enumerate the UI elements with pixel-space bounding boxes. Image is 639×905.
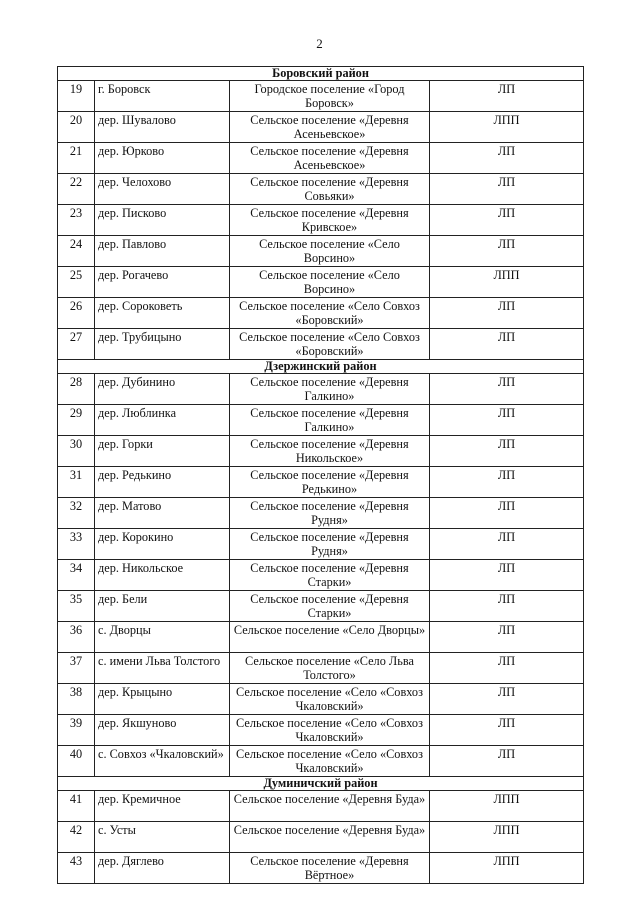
row-number-cell: 35 <box>58 591 95 622</box>
municipality-cell: Городское поселение «Город Боровск» <box>230 81 430 112</box>
table-row <box>58 267 584 298</box>
row-number-cell: 25 <box>58 267 95 298</box>
type-code-cell: ЛП <box>430 653 584 684</box>
table-row <box>58 374 584 405</box>
settlement-cell: дер. Крыцыно <box>95 684 230 715</box>
row-number-cell: 39 <box>58 715 95 746</box>
row-number-cell: 43 <box>58 853 95 884</box>
settlement-cell: дер. Матово <box>95 498 230 529</box>
type-code-cell: ЛП <box>430 746 584 777</box>
type-code-cell: ЛП <box>430 560 584 591</box>
settlement-cell: дер. Корокино <box>95 529 230 560</box>
type-code-cell: ЛП <box>430 591 584 622</box>
table-row <box>58 498 584 529</box>
table-row <box>58 822 584 853</box>
type-code-cell: ЛП <box>430 174 584 205</box>
settlement-cell: с. Дворцы <box>95 622 230 653</box>
settlement-cell: дер. Павлово <box>95 236 230 267</box>
municipality-cell: Сельское поселение «Деревня Рудня» <box>230 498 430 529</box>
row-number-cell: 40 <box>58 746 95 777</box>
municipality-cell: Сельское поселение «Деревня Галкино» <box>230 374 430 405</box>
settlement-cell: дер. Горки <box>95 436 230 467</box>
row-number-cell: 28 <box>58 374 95 405</box>
table-row <box>58 853 584 884</box>
municipality-cell: Сельское поселение «Деревня Буда» <box>230 791 430 822</box>
table-row <box>58 143 584 174</box>
table-row <box>58 81 584 112</box>
row-number-cell: 42 <box>58 822 95 853</box>
municipality-cell: Сельское поселение «Деревня Буда» <box>230 822 430 853</box>
district-header-row <box>58 67 584 81</box>
municipality-cell: Сельское поселение «Деревня Старки» <box>230 591 430 622</box>
municipality-cell: Сельское поселение «Деревня Кривское» <box>230 205 430 236</box>
row-number-cell: 36 <box>58 622 95 653</box>
municipality-cell: Сельское поселение «Деревня Редькино» <box>230 467 430 498</box>
municipality-cell: Сельское поселение «Село «Совхоз Чкаловский» <box>230 746 430 777</box>
municipality-cell: Сельское поселение «Село Совхоз «Боровский» <box>230 298 430 329</box>
type-code-cell: ЛП <box>430 81 584 112</box>
settlement-cell: дер. Рогачево <box>95 267 230 298</box>
type-code-cell: ЛП <box>430 329 584 360</box>
type-code-cell: ЛП <box>430 715 584 746</box>
settlement-cell: дер. Дяглево <box>95 853 230 884</box>
page-number: 2 <box>316 36 323 51</box>
municipality-cell: Сельское поселение «Село «Совхоз Чкаловский» <box>230 684 430 715</box>
type-code-cell: ЛП <box>430 467 584 498</box>
table-row <box>58 205 584 236</box>
settlement-cell: дер. Кремичное <box>95 791 230 822</box>
municipality-cell: Сельское поселение «Деревня Рудня» <box>230 529 430 560</box>
type-code-cell: ЛПП <box>430 267 584 298</box>
type-code-cell: ЛП <box>430 529 584 560</box>
table-row <box>58 653 584 684</box>
district-name: Думиничский район <box>58 777 584 791</box>
table-row <box>58 436 584 467</box>
type-code-cell: ЛП <box>430 622 584 653</box>
district-name: Дзержинский район <box>58 360 584 374</box>
settlement-cell: дер. Сороковеть <box>95 298 230 329</box>
municipality-cell: Сельское поселение «Деревня Вёртное» <box>230 853 430 884</box>
municipality-cell: Сельское поселение «Деревня Галкино» <box>230 405 430 436</box>
municipality-cell: Сельское поселение «Село Дворцы» <box>230 622 430 653</box>
municipality-cell: Сельское поселение «Село Ворсино» <box>230 267 430 298</box>
municipality-cell: Сельское поселение «Село Льва Толстого» <box>230 653 430 684</box>
type-code-cell: ЛПП <box>430 853 584 884</box>
table-row <box>58 529 584 560</box>
row-number-cell: 23 <box>58 205 95 236</box>
row-number-cell: 22 <box>58 174 95 205</box>
table-row <box>58 684 584 715</box>
municipality-cell: Сельское поселение «Село Ворсино» <box>230 236 430 267</box>
table-row <box>58 298 584 329</box>
row-number-cell: 24 <box>58 236 95 267</box>
settlement-cell: дер. Никольское <box>95 560 230 591</box>
table-row <box>58 405 584 436</box>
row-number-cell: 41 <box>58 791 95 822</box>
settlement-cell: с. Усты <box>95 822 230 853</box>
table-row <box>58 236 584 267</box>
row-number-cell: 20 <box>58 112 95 143</box>
row-number-cell: 27 <box>58 329 95 360</box>
settlement-cell: дер. Шувалово <box>95 112 230 143</box>
district-name: Боровский район <box>58 67 584 81</box>
row-number-cell: 19 <box>58 81 95 112</box>
row-number-cell: 38 <box>58 684 95 715</box>
type-code-cell: ЛП <box>430 205 584 236</box>
table-row <box>58 174 584 205</box>
municipality-cell: Сельское поселение «Деревня Асеньевское» <box>230 143 430 174</box>
type-code-cell: ЛПП <box>430 112 584 143</box>
settlements-table <box>57 66 584 884</box>
table-row <box>58 746 584 777</box>
settlement-cell: дер. Люблинка <box>95 405 230 436</box>
settlement-cell: дер. Трубицыно <box>95 329 230 360</box>
district-header-row <box>58 777 584 791</box>
settlement-cell: дер. Дубинино <box>95 374 230 405</box>
type-code-cell: ЛП <box>430 405 584 436</box>
type-code-cell: ЛП <box>430 143 584 174</box>
type-code-cell: ЛП <box>430 436 584 467</box>
table-row <box>58 560 584 591</box>
type-code-cell: ЛП <box>430 236 584 267</box>
municipality-cell: Сельское поселение «Деревня Асеньевское» <box>230 112 430 143</box>
settlement-cell: с. Совхоз «Чкаловский» <box>95 746 230 777</box>
row-number-cell: 29 <box>58 405 95 436</box>
row-number-cell: 33 <box>58 529 95 560</box>
municipality-cell: Сельское поселение «Село «Совхоз Чкаловский» <box>230 715 430 746</box>
settlement-cell: дер. Бели <box>95 591 230 622</box>
settlement-cell: г. Боровск <box>95 81 230 112</box>
row-number-cell: 30 <box>58 436 95 467</box>
type-code-cell: ЛПП <box>430 822 584 853</box>
table-row <box>58 591 584 622</box>
type-code-cell: ЛП <box>430 298 584 329</box>
table-row <box>58 329 584 360</box>
row-number-cell: 21 <box>58 143 95 174</box>
row-number-cell: 37 <box>58 653 95 684</box>
settlement-cell: с. имени Льва Толстого <box>95 653 230 684</box>
settlement-cell: дер. Челохово <box>95 174 230 205</box>
type-code-cell: ЛП <box>430 374 584 405</box>
table-row <box>58 467 584 498</box>
type-code-cell: ЛП <box>430 684 584 715</box>
type-code-cell: ЛПП <box>430 791 584 822</box>
type-code-cell: ЛП <box>430 498 584 529</box>
settlement-cell: дер. Писково <box>95 205 230 236</box>
district-header-row <box>58 360 584 374</box>
municipality-cell: Сельское поселение «Деревня Старки» <box>230 560 430 591</box>
table-row <box>58 112 584 143</box>
table-row <box>58 622 584 653</box>
table-row <box>58 715 584 746</box>
municipality-cell: Сельское поселение «Деревня Совьяки» <box>230 174 430 205</box>
settlement-cell: дер. Юрково <box>95 143 230 174</box>
settlement-cell: дер. Редькино <box>95 467 230 498</box>
row-number-cell: 26 <box>58 298 95 329</box>
table-row <box>58 791 584 822</box>
settlement-cell: дер. Якшуново <box>95 715 230 746</box>
municipality-cell: Сельское поселение «Деревня Никольское» <box>230 436 430 467</box>
municipality-cell: Сельское поселение «Село Совхоз «Боровский» <box>230 329 430 360</box>
row-number-cell: 34 <box>58 560 95 591</box>
row-number-cell: 31 <box>58 467 95 498</box>
row-number-cell: 32 <box>58 498 95 529</box>
